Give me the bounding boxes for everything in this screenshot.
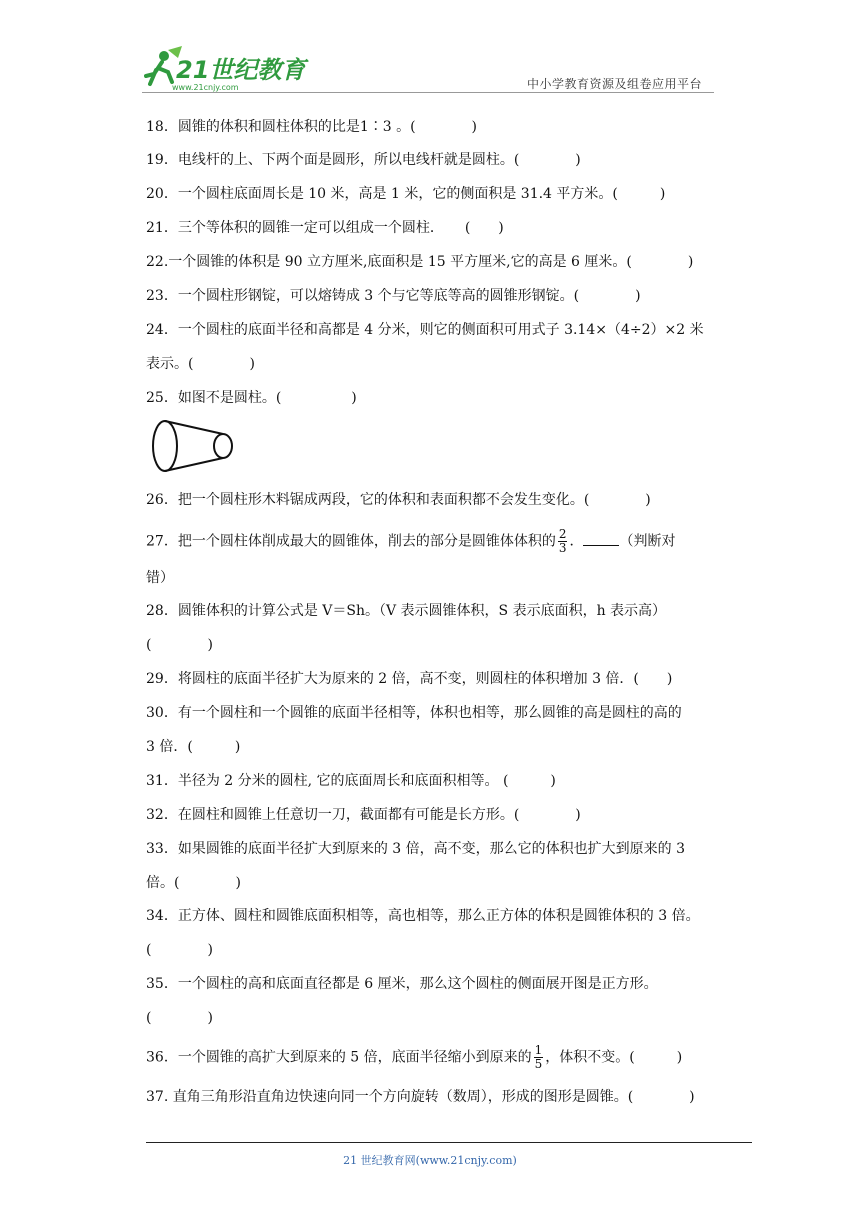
runner-logo-icon: [142, 44, 312, 92]
question-35: 35．一个圆柱的高和底面直径都是 6 厘米，那么这个圆柱的侧面展开图是正方形。: [146, 976, 658, 992]
footer-link[interactable]: 21 世纪教育网(www.21cnjy.com): [343, 1154, 517, 1167]
question-29: 29．将圆柱的底面半径扩大为原来的 2 倍，高不变，则圆柱的体积增加 3 倍．( ): [146, 671, 673, 687]
fraction-numerator: 2: [558, 527, 567, 541]
site-logo: [142, 44, 312, 92]
question-21: 21．三个等体积的圆锥一定可以组成一个圆柱． ( ): [146, 220, 504, 236]
question-33-cont: 倍。( ): [146, 875, 241, 891]
question-26: 26．把一个圆柱形木料锯成两段，它的体积和表面积都不会发生变化。( ): [146, 492, 651, 508]
logo-text: 21世纪教育: [176, 56, 306, 84]
question-35-cont: ( ): [146, 1010, 213, 1026]
fraction-one-fifth: [534, 1044, 544, 1071]
answer-blank[interactable]: [583, 533, 619, 546]
question-34-cont: ( ): [146, 942, 213, 958]
question-27-text: 27．把一个圆柱体削成最大的圆锥体，削去的部分是圆锥体体积的: [146, 533, 556, 550]
question-32: 32．在圆柱和圆锥上任意切一刀，截面都有可能是长方形。( ): [146, 807, 581, 823]
question-27: [146, 528, 675, 555]
question-33: 33．如果圆锥的底面半径扩大到原来的 3 倍，高不变，那么它的体积也扩大到原来的 3: [146, 841, 685, 857]
question-25: 25．如图不是圆柱。( ): [146, 390, 357, 406]
fraction-denominator: 5: [534, 1057, 543, 1071]
fraction-two-thirds: [558, 528, 568, 555]
platform-name: 中小学教育资源及组卷应用平台: [527, 77, 703, 91]
question-23: 23．一个圆柱形钢锭，可以熔铸成 3 个与它等底等高的圆锥形钢锭。( ): [146, 288, 641, 304]
logo-url-text: www.21cnjy.com: [172, 83, 239, 92]
question-18: 18．圆锥的体积和圆柱体积的比是1∶3 。( ): [146, 119, 478, 135]
question-36-rest: ，体积不变。( ): [545, 1049, 683, 1066]
question-34: 34．正方体、圆柱和圆锥底面积相等，高也相等，那么正方体的体积是圆锥体积的 3 倍。: [146, 908, 700, 924]
question-30: 30．有一个圆柱和一个圆锥的底面半径相等，体积也相等，那么圆锥的高是圆柱的高的: [146, 705, 682, 721]
question-31: 31．半径为 2 分米的圆柱, 它的底面周长和底面积相等。 ( ): [146, 773, 556, 789]
question-27-period: ．: [569, 533, 584, 550]
question-28: 28．圆锥体积的计算公式是 V＝Sh。（V 表示圆锥体积，S 表示底面积，h 表示高）: [146, 603, 667, 619]
question-20: 20．一个圆柱底面周长是 10 米，高是 1 米，它的侧面积是 31.4 平方米。( ): [146, 186, 666, 202]
question-27-cont: 错）: [146, 570, 174, 586]
question-22: 22.一个圆锥的体积是 90 立方厘米,底面积是 15 平方厘米,它的高是 6 厘米。( ): [146, 254, 694, 270]
question-27-hint: （判断对: [619, 533, 676, 550]
fraction-numerator: 1: [534, 1043, 543, 1057]
question-24-cont: 表示。( ): [146, 356, 255, 372]
question-36-text: 36．一个圆锥的高扩大到原来的 5 倍，底面半径缩小到原来的: [146, 1049, 532, 1066]
question-24: 24．一个圆柱的底面半径和高都是 4 分米，则它的侧面积可用式子 3.14×（4÷2）×2 米: [146, 322, 704, 338]
footer-divider: [146, 1142, 752, 1143]
header-divider: [142, 92, 714, 93]
frustum-figure: [150, 418, 236, 474]
fraction-denominator: 3: [558, 541, 567, 555]
question-19: 19．电线杆的上、下两个面是圆形，所以电线杆就是圆柱。( ): [146, 152, 581, 168]
question-28-cont: ( ): [146, 637, 213, 653]
question-36: [146, 1044, 682, 1071]
question-37: 37. 直角三角形沿直角边快速向同一个方向旋转（数周），形成的图形是圆锥。( ): [146, 1089, 695, 1105]
question-30-cont: 3 倍．( ): [146, 739, 241, 755]
